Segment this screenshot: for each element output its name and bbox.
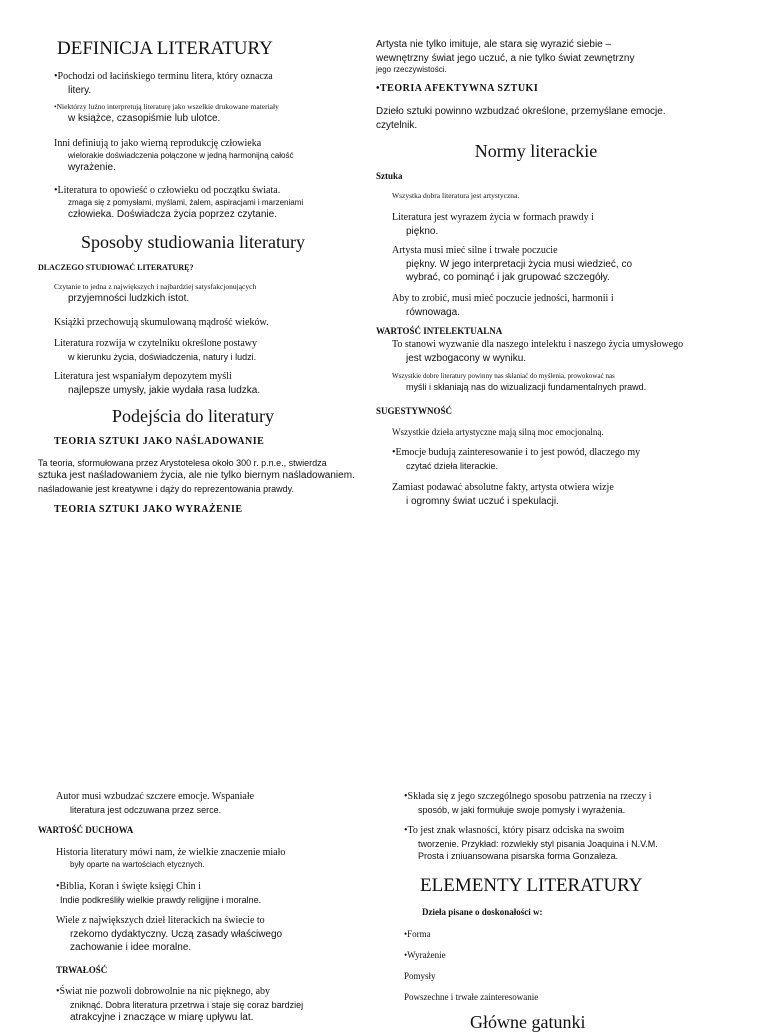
title-normy: Normy literackie: [474, 141, 598, 161]
subheading-intelektualna: WARTOŚĆ INTELEKTUALNA: [376, 326, 503, 336]
paragraph-biblia: •Biblia, Koran i święte księgi Chin i Indie podkreśliły wielkie prawdy religijne i moralne.: [56, 881, 262, 905]
paragraph-dzielo: Dzieło sztuki powinno wzbudzać określone, przemyślane emocje. czytelnik.: [376, 106, 666, 131]
paragraph-wyraz-zycia: Literatura jest wyrazem życia w formach prawdy i piękno.: [392, 212, 594, 237]
paragraph-moc: Wszystkie dzieła artystyczne mają silną moc emocjonalną.: [392, 427, 604, 437]
paragraph-swiat: •Świat nie pozwoli dobrowolnie na nic pięknego, aby zniknąć. Dobra literatura przetrwa i staje się coraz bardziej atrakcyjne i znaczące w miarę upływu lat.: [56, 986, 304, 1023]
paragraph-sklada: •Składa się z jego szczególnego sposobu patrzenia na rzeczy i sposób, w jaki formułuje swoje pomysły i wyrażenia.: [404, 791, 652, 815]
paragraph-artysta: Artysta nie tylko imituje, ale stara się wyrazić siebie – wewnętrzny świat jego uczuć, a nie tylko świat zewnętrzny jego rzeczywistości.: [376, 39, 635, 74]
subheading-afektywna: •TEORIA AFEKTYWNA SZTUKI: [376, 83, 539, 94]
title-elementy: ELEMENTY LITERATURY: [420, 875, 643, 896]
paragraph-emocje: •Emocje budują zainteresowanie i to jest powód, dlaczego my czytać dzieła literackie.: [392, 447, 641, 471]
title-podejscia: Podejścia do literatury: [112, 406, 274, 426]
paragraph-autor: Autor musi wzbudzać szczere emocje. Wspaniałe literatura jest odczuwana przez serce.: [56, 791, 255, 815]
subheading-duchowa: WARTOŚĆ DUCHOWA: [38, 825, 134, 835]
paragraph-dobre-literatury: Wszystkie dobre literatury powinny nas skłaniać do myślenia, prowokować nas myśli i skłaniają nas do wizualizacji fundamentalnych prawd.: [392, 372, 647, 393]
title-sposoby: Sposoby studiowania literatury: [81, 232, 305, 252]
paragraph-literatura-opowiesc: •Literatura to opowieść o człowieku od początku świata. zmaga się z pomysłami, myślami, żalem, aspiracjami i marzeniami człowieka. Doświadcza życia poprzez czytanie.: [54, 185, 304, 221]
subheading-dziela: Dzieła pisane o doskonałości w:: [422, 907, 543, 917]
paragraph-czytanie: Czytanie to jedna z największych i najbardziej satysfakcjonujących przyjemności ludzkich istot.: [54, 282, 257, 305]
paragraph-historia: Historia literatury mówi nam, że wielkie znaczenie miało były oparte na wartościach etycznych.: [56, 847, 286, 869]
subheading-sugestywnosc: SUGESTYWNOŚĆ: [376, 406, 453, 416]
paragraph-wszystka: Wszystka dobra literatura jest artystyczna.: [392, 191, 520, 200]
paragraph-pochodzi: •Pochodzi od łacińskiego terminu litera, który oznacza litery.: [54, 71, 273, 96]
paragraph-wiele: Wiele z największych dzieł literackich na świecie to rzekomo dydaktyczny. Uczą zasady właściwego zachowanie i idee moralne.: [56, 915, 283, 953]
list-item-wyrazenie: •Wyrażenie: [404, 950, 446, 960]
subheading-sztuka: Sztuka: [376, 171, 403, 181]
paragraph-aby: Aby to zrobić, musi mieć poczucie jedności, harmonii i równowaga.: [392, 293, 614, 318]
list-item-forma: •Forma: [404, 929, 431, 939]
subheading-trwalosc: TRWAŁOŚĆ: [56, 965, 108, 975]
subheading-dlaczego: DLACZEGO STUDIOWAĆ LITERATURĘ?: [38, 263, 194, 272]
paragraph-zamiast: Zamiast podawać absolutne fakty, artysta otwiera wizje i ogromny świat uczuć i spekulacji.: [392, 482, 614, 507]
paragraph-rozwija: Literatura rozwija w czytelniku określone postawy w kierunku życia, doświadczenia, natury i ludzi.: [54, 338, 257, 362]
paragraph-artysta-musi: Artysta musi mieć silne i trwałe poczucie piękny. W jego interpretacji życia musi wiedzieć, co wybrać, co pominąć i jak grupować szczegóły.: [392, 245, 633, 283]
paragraph-niektorzy: •Niektórzy luźno interpretują literaturę jako wszelkie drukowane materiały w książce, czasopiśmie lub ulotce.: [54, 102, 279, 125]
title-definicja: DEFINICJA LITERATURY: [57, 38, 273, 59]
list-item-pomysly: Pomysły: [404, 971, 436, 981]
paragraph-wyzwanie: To stanowi wyzwanie dla naszego intelektu i naszego życia umysłowego jest wzbogacony w wyniku.: [392, 339, 684, 364]
paragraph-arystoteles: Ta teoria, sformułowana przez Arystotelesa około 300 r. p.n.e., stwierdza sztuka jest naśladowaniem życia, ale nie tylko biernym naśladowaniem. naśladowanie jest kreatywne i dąży do reprezentowania prawdy.: [38, 458, 355, 494]
paragraph-inni: Inni definiują to jako wierną reprodukcję człowieka wielorakie doświadczenia połączone w jedną harmonijną całość wyrażenie.: [54, 138, 294, 174]
paragraph-depozyt: Literatura jest wspaniałym depozytem myśli najlepsze umysły, jakie wydała rasa ludzka.: [54, 371, 261, 396]
list-item-powszechne: Powszechne i trwałe zainteresowanie: [404, 992, 539, 1002]
subheading-wyrazenie: TEORIA SZTUKI JAKO WYRAŻENIE: [54, 504, 243, 515]
paragraph-ksiazki: Książki przechowują skumulowaną mądrość wieków.: [54, 317, 269, 328]
subheading-nasladowanie: TEORIA SZTUKI JAKO NAŚLADOWANIE: [54, 436, 265, 447]
title-glowne-gatunki: Główne gatunki: [470, 1012, 586, 1032]
paragraph-znak: •To jest znak własności, który pisarz odciska na swoim tworzenie. Przykład: rozwlekły styl pisania Joaquina i N.V.M. Prosta i zniuansowana pisarska forma Gonzaleza.: [404, 825, 658, 861]
